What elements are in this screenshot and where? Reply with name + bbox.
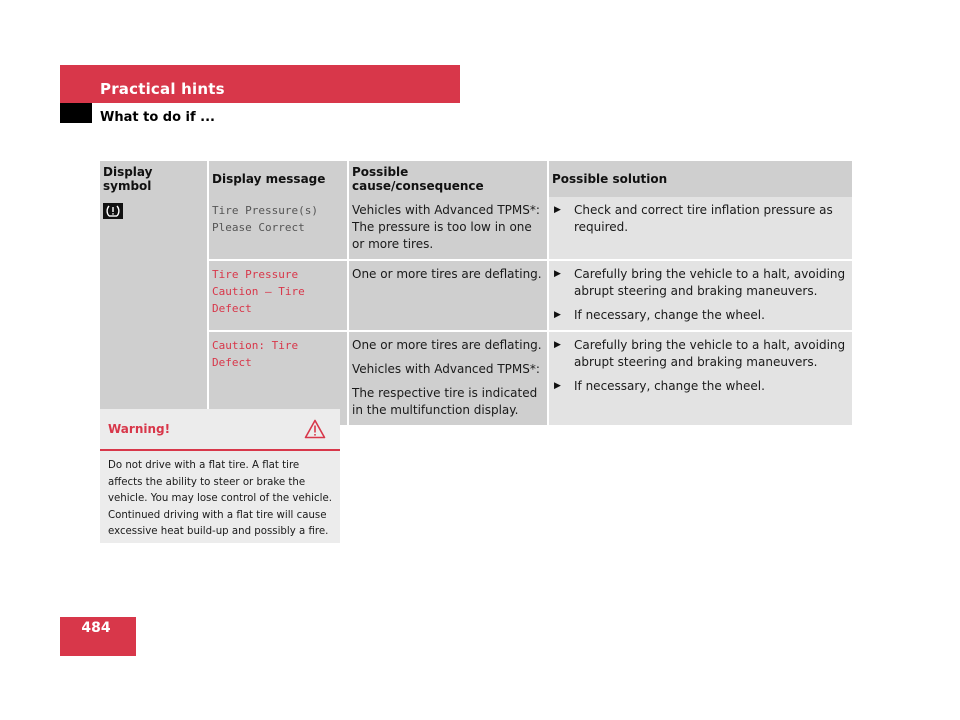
cause-text: The respective tire is indicated in the multifunction display.	[352, 386, 538, 417]
cause-cell	[348, 260, 548, 331]
cause-text: One or more tires are deflating.	[352, 267, 542, 281]
cause-text: Vehicles with Advanced TPMS*: The pressure is too low in one or more tires.	[352, 203, 540, 251]
solution-text: If necessary, change the wheel.	[574, 308, 765, 322]
solution-item	[552, 307, 849, 324]
display-message-line: Tire Pressure	[212, 268, 299, 281]
display-symbol-cell	[100, 197, 208, 426]
page-number: 484	[81, 620, 111, 636]
solution-text: Carefully bring the vehicle to a halt, avoiding abrupt steering and braking maneuvers.	[574, 267, 846, 298]
cause-cell	[348, 197, 548, 260]
solution-item	[552, 266, 849, 300]
display-message-line: Caution – Tire Defect	[212, 285, 305, 315]
section-title: Practical hints	[100, 80, 225, 98]
solution-text: Check and correct tire inflation pressure as required.	[574, 203, 833, 234]
column-header-possible-solution: Possible solution	[548, 161, 852, 197]
cause-text: One or more tires are deflating.	[352, 338, 542, 352]
cause-cell	[348, 331, 548, 426]
solution-text: If necessary, change the wheel.	[574, 379, 765, 393]
warning-box	[100, 409, 340, 543]
solution-cell	[548, 331, 852, 426]
warning-header	[100, 409, 340, 451]
bullet-arrow-icon: ▶	[554, 381, 561, 391]
column-header-display-message: Display message	[208, 161, 348, 197]
column-header-possible-cause: Possible cause/consequence	[348, 161, 548, 197]
display-message-cell	[208, 197, 348, 260]
column-header-display-symbol: Display symbol	[100, 161, 208, 197]
bullet-arrow-icon: ▶	[554, 340, 561, 350]
header-marker	[60, 103, 92, 123]
table-row	[100, 260, 852, 331]
solution-cell	[548, 260, 852, 331]
bullet-arrow-icon: ▶	[554, 310, 561, 320]
display-message-cell	[208, 260, 348, 331]
table-header-row	[100, 161, 852, 197]
bullet-arrow-icon: ▶	[554, 205, 561, 215]
solution-cell	[548, 197, 852, 260]
display-message-line: Tire Pressure(s)	[212, 204, 318, 217]
solution-item	[552, 337, 849, 371]
table-row	[100, 197, 852, 260]
solution-item	[552, 378, 849, 395]
cause-text: Vehicles with Advanced TPMS*:	[352, 362, 540, 376]
solution-item	[552, 202, 849, 236]
display-message-table	[100, 161, 852, 427]
solution-text: Carefully bring the vehicle to a halt, avoiding abrupt steering and braking maneuvers.	[574, 338, 846, 369]
display-message-line: Please Correct	[212, 221, 305, 234]
warning-title: Warning!	[108, 422, 171, 436]
warning-text: Do not drive with a flat tire. A flat tire affects the ability to steer or brake the vehicle. You may lose control of the vehicle. Continued driving with a flat tire will cause excessive heat build-up and possibly a fire.	[108, 460, 332, 538]
bullet-arrow-icon: ▶	[554, 269, 561, 279]
display-message-line: Caution: Tire Defect	[212, 339, 299, 369]
page-subtitle: What to do if ...	[100, 110, 215, 125]
warning-triangle-icon	[304, 419, 326, 439]
tire-pressure-warning-icon	[103, 203, 123, 219]
